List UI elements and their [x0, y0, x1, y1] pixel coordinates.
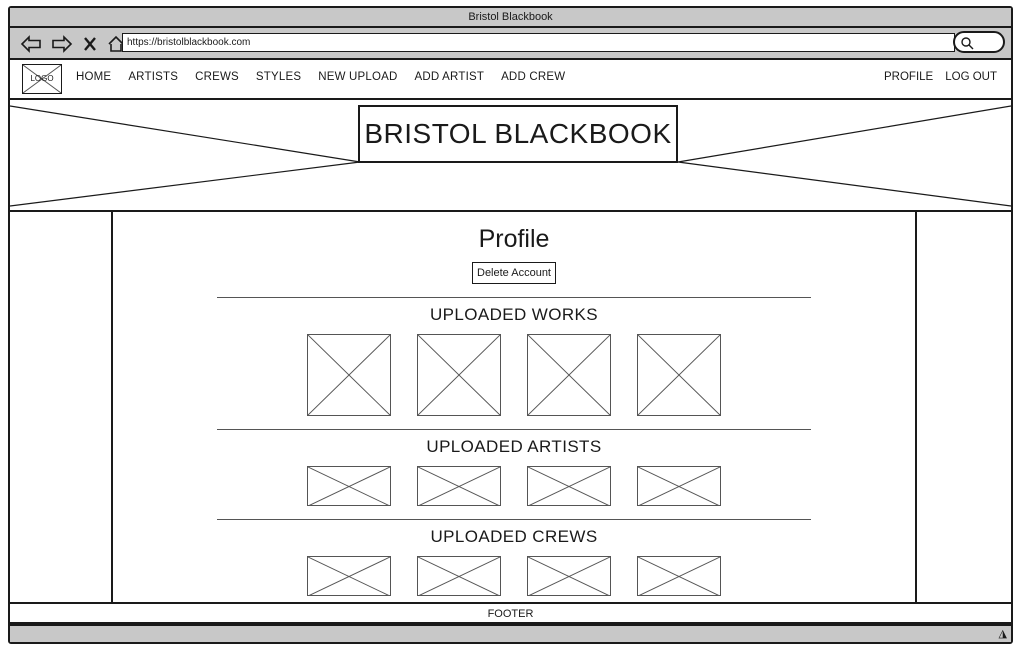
artist-thumbnail[interactable] [637, 466, 721, 506]
forward-arrow-icon[interactable] [51, 35, 73, 53]
page-body [10, 212, 1011, 608]
right-gutter-column [915, 212, 1011, 608]
crew-thumbnail[interactable] [637, 556, 721, 596]
nav-item-new-upload[interactable]: NEW UPLOAD [318, 71, 398, 83]
artist-thumbnail[interactable] [527, 466, 611, 506]
site-title: BRISTOL BLACKBOOK [358, 105, 678, 163]
account-menu [884, 71, 997, 83]
uploaded-artists-row [113, 466, 915, 506]
browser-toolbar [10, 28, 1011, 60]
site-footer [10, 602, 1011, 624]
site-hero-banner [10, 100, 1011, 212]
url-text: https://bristolblackbook.com [127, 37, 251, 48]
section-divider [217, 297, 811, 298]
section-divider [217, 519, 811, 520]
work-thumbnail[interactable] [527, 334, 611, 416]
page-title: Profile [478, 225, 550, 253]
nav-item-artists[interactable]: ARTISTS [128, 71, 179, 83]
section-title-uploaded-artists: UPLOADED ARTISTS [426, 437, 602, 456]
left-gutter-column [10, 212, 113, 608]
browser-title-bar [10, 8, 1011, 28]
artist-thumbnail[interactable] [417, 466, 501, 506]
section-title-uploaded-works: UPLOADED WORKS [429, 305, 599, 324]
site-navigation-bar [10, 60, 1011, 100]
nav-item-add-artist[interactable]: ADD ARTIST [414, 71, 485, 83]
delete-account-button[interactable]: Delete Account [472, 262, 556, 284]
close-x-icon[interactable] [82, 35, 98, 53]
navigation-icon-group [20, 32, 125, 56]
nav-item-add-crew[interactable]: ADD CREW [501, 71, 566, 83]
section-title-uploaded-crews: UPLOADED CREWS [430, 527, 598, 546]
work-thumbnail[interactable] [307, 334, 391, 416]
footer-label: FOOTER [487, 608, 534, 620]
nav-item-profile[interactable]: PROFILE [884, 71, 934, 83]
uploaded-crews-row [113, 556, 915, 596]
browser-status-bar [10, 624, 1011, 642]
artist-thumbnail[interactable] [307, 466, 391, 506]
page-viewport [10, 60, 1011, 624]
crew-thumbnail[interactable] [527, 556, 611, 596]
back-arrow-icon[interactable] [20, 35, 42, 53]
main-menu [76, 71, 565, 83]
site-logo[interactable] [22, 64, 62, 94]
crew-thumbnail[interactable] [307, 556, 391, 596]
address-bar[interactable] [122, 33, 955, 52]
profile-content [113, 212, 915, 608]
browser-window [8, 6, 1013, 644]
nav-item-log-out[interactable]: LOG OUT [945, 71, 997, 83]
nav-item-home[interactable]: HOME [76, 71, 112, 83]
crew-thumbnail[interactable] [417, 556, 501, 596]
site-logo-label: LOGO [30, 74, 54, 83]
nav-item-styles[interactable]: STYLES [255, 71, 302, 83]
work-thumbnail[interactable] [637, 334, 721, 416]
browser-search-box[interactable] [953, 31, 1005, 53]
resize-grip-icon[interactable]: ◮ [998, 628, 1007, 640]
section-divider [217, 429, 811, 430]
work-thumbnail[interactable] [417, 334, 501, 416]
nav-item-crews[interactable]: CREWS [195, 71, 239, 83]
uploaded-works-row [113, 334, 915, 416]
window-title: Bristol Blackbook [468, 11, 553, 23]
